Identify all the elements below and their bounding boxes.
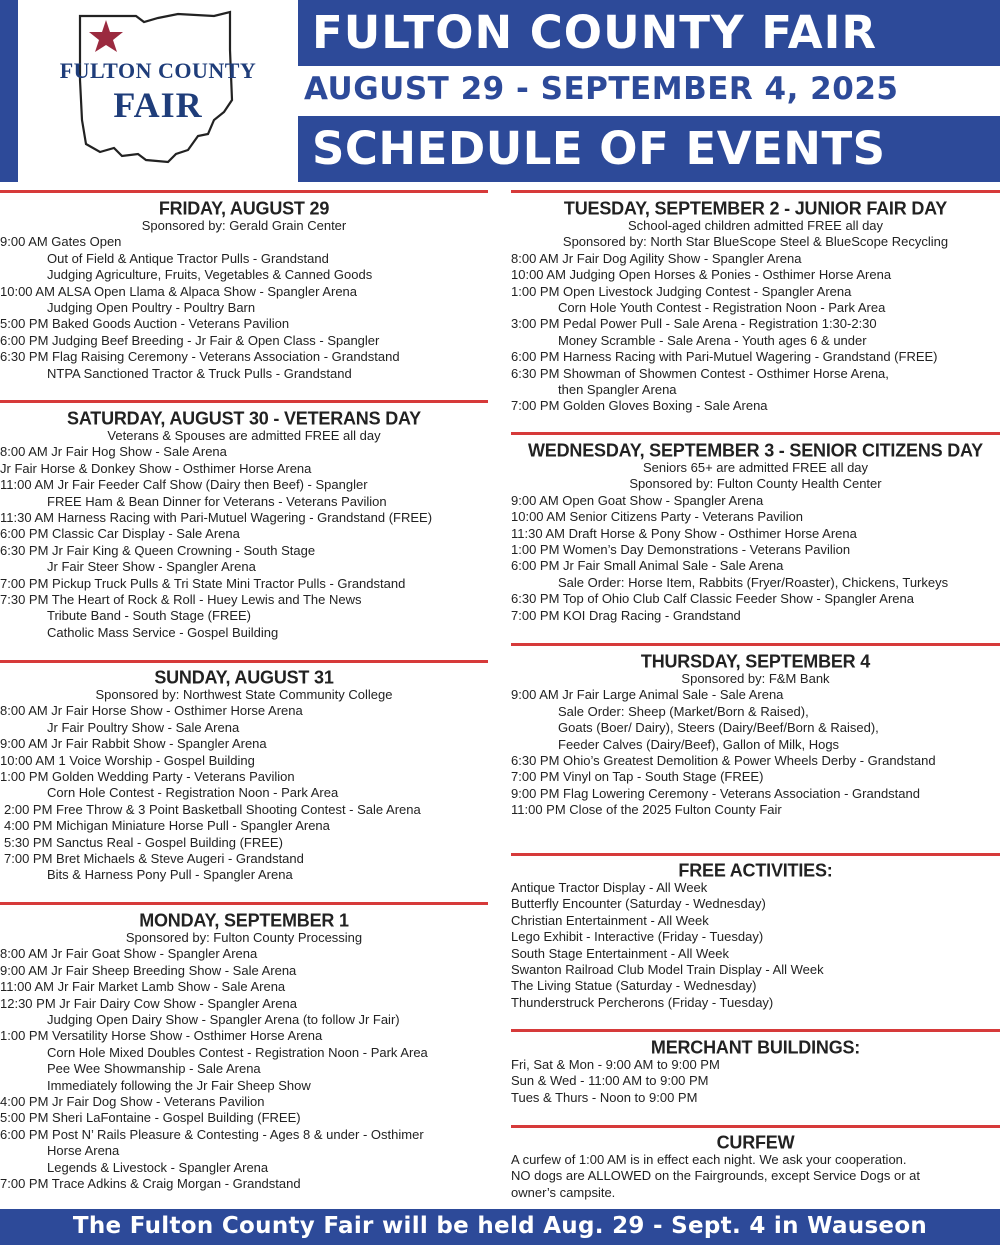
event-line: 7:00 PM Bret Michaels & Steve Augeri - Grandstand [4, 851, 304, 867]
event-line: Bits & Harness Pony Pull - Spangler Arena [47, 867, 293, 883]
event-line: 9:00 AM Jr Fair Large Animal Sale - Sale Arena [511, 687, 784, 703]
event-line: 7:00 PM KOI Drag Racing - Grandstand [511, 607, 741, 623]
event-line: Jr Fair Steer Show - Spangler Arena [47, 559, 256, 575]
section-title: SATURDAY, AUGUST 30 - VETERANS DAY [67, 407, 421, 429]
merchant-buildings-section [511, 1037, 1000, 1106]
section-divider [511, 643, 1000, 646]
fair-title: FULTON COUNTY FAIR [312, 6, 878, 59]
schedule-subtitle: SCHEDULE OF EVENTS [312, 122, 886, 175]
event-line: Judging Open Poultry - Poultry Barn [47, 300, 256, 316]
event-line: 10:00 AM Judging Open Horses & Ponies - Osthimer Horse Arena [511, 267, 892, 283]
list-item: Fri, Sat & Mon - 9:00 AM to 9:00 PM [511, 1057, 720, 1072]
event-line: 11:00 PM Close of the 2025 Fulton County Fair [511, 802, 782, 818]
thursday-section [511, 651, 1000, 819]
section-divider [0, 660, 488, 663]
list-item: Thunderstruck Percherons (Friday - Tuesday) [511, 994, 774, 1010]
section-divider [0, 902, 488, 905]
section-sponsor: Sponsored by: Northwest State Community College [95, 687, 393, 702]
section-title: MERCHANT BUILDINGS: [650, 1036, 861, 1058]
event-line: 7:00 PM Pickup Truck Pulls & Tri State Mini Tractor Pulls - Grandstand [0, 575, 406, 591]
curfew-section [511, 1132, 1000, 1201]
section-sponsor: Sponsored by: F&M Bank [681, 671, 830, 686]
section-title: TUESDAY, SEPTEMBER 2 - JUNIOR FAIR DAY [563, 197, 948, 219]
section-divider [511, 1029, 1000, 1032]
event-line: 9:00 AM Jr Fair Rabbit Show - Spangler Arena [0, 736, 267, 752]
event-line: 6:30 PM Top of Ohio Club Calf Classic Feeder Show - Spangler Arena [511, 591, 914, 607]
event-line: Corn Hole Mixed Doubles Contest - Registration Noon - Park Area [47, 1044, 428, 1060]
event-line: 9:00 AM Gates Open [0, 234, 122, 250]
event-line: Money Scramble - Sale Arena - Youth ages 6 & under [558, 332, 867, 348]
event-line: 11:30 AM Draft Horse & Pony Show - Osthimer Horse Arena [511, 525, 857, 541]
monday-section [0, 910, 488, 1193]
wednesday-section [511, 440, 1000, 624]
event-line: Out of Field & Antique Tractor Pulls - Grandstand [47, 250, 329, 266]
event-line: 6:00 PM Post N’ Rails Pleasure & Contesting - Ages 8 & under - Osthimer [0, 1126, 424, 1142]
event-line: 1:00 PM Open Livestock Judging Contest - Spangler Arena [511, 283, 852, 299]
footer-banner [0, 1209, 1000, 1245]
list-item: Sun & Wed - 11:00 AM to 9:00 PM [511, 1073, 709, 1089]
list-item: Antique Tractor Display - All Week [511, 880, 708, 895]
event-line: Jr Fair Horse & Donkey Show - Osthimer Horse Arena [0, 460, 312, 476]
list-item: Swanton Railroad Club Model Train Display - All Week [511, 962, 824, 978]
free-activities-section [511, 860, 1000, 1011]
event-line: 10:00 AM Senior Citizens Party - Veterans Pavilion [511, 509, 803, 525]
star-icon [89, 20, 123, 52]
event-line: 11:30 AM Harness Racing with Pari-Mutuel Wagering - Grandstand (FREE) [0, 510, 433, 526]
section-title: FRIDAY, AUGUST 29 [158, 197, 330, 219]
event-line: 2:00 PM Free Throw & 3 Point Basketball Shooting Contest - Sale Arena [4, 801, 421, 817]
event-line: Sale Order: Horse Item, Rabbits (Fryer/Roaster), Chickens, Turkeys [558, 574, 949, 590]
event-line: 8:00 AM Jr Fair Dog Agility Show - Spangler Arena [511, 250, 802, 266]
event-line: 9:00 AM Jr Fair Sheep Breeding Show - Sale Arena [0, 962, 297, 978]
event-line: 5:00 PM Sheri LaFontaine - Gospel Building (FREE) [0, 1110, 301, 1126]
event-line: 7:30 PM The Heart of Rock & Roll - Huey Lewis and The News [0, 592, 362, 608]
section-divider [0, 190, 488, 193]
logo-line1: FULTON COUNTY [59, 58, 257, 83]
event-line: 11:00 AM Jr Fair Feeder Calf Show (Dairy then Beef) - Spangler [0, 477, 368, 493]
list-item: South Stage Entertainment - All Week [511, 945, 729, 961]
curfew-text: owner’s campsite. [511, 1184, 616, 1200]
event-line: 6:30 PM Showman of Showmen Contest - Osthimer Horse Arena, [511, 365, 889, 381]
event-line: Catholic Mass Service - Gospel Building [47, 624, 279, 640]
logo-line2: FAIR [113, 85, 203, 125]
event-line: 4:00 PM Jr Fair Dog Show - Veterans Pavilion [0, 1094, 265, 1110]
section-sponsor: Sponsored by: North Star BlueScope Steel & BlueScope Recycling [562, 234, 949, 250]
section-divider [0, 400, 488, 403]
list-item: Butterfly Encounter (Saturday - Wednesday) [511, 896, 766, 912]
event-line: Judging Agriculture, Fruits, Vegetables & Canned Goods [47, 267, 373, 283]
section-note: Seniors 65+ are admitted FREE all day [642, 460, 869, 475]
curfew-text: NO dogs are ALLOWED on the Fairgrounds, except Service Dogs or at [511, 1168, 920, 1184]
event-line: 6:00 PM Classic Car Display - Sale Arena [0, 526, 240, 542]
event-line: 9:00 AM Open Goat Show - Spangler Arena [511, 492, 764, 508]
list-item: Lego Exhibit - Interactive (Friday - Tuesday) [511, 929, 764, 945]
section-sponsor: Veterans & Spouses are admitted FREE all day [107, 428, 381, 443]
event-line: 8:00 AM Jr Fair Goat Show - Spangler Arena [0, 946, 258, 962]
section-sponsor: Sponsored by: Fulton County Health Center [629, 476, 882, 492]
event-line: 12:30 PM Jr Fair Dairy Cow Show - Spangler Arena [0, 995, 297, 1011]
event-line: 6:00 PM Harness Racing with Pari-Mutuel Wagering - Grandstand (FREE) [511, 349, 938, 365]
event-line: Judging Open Dairy Show - Spangler Arena (to follow Jr Fair) [47, 1012, 400, 1028]
curfew-text: A curfew of 1:00 AM is in effect each night. We ask your cooperation. [511, 1152, 907, 1167]
subtitle-band [298, 116, 1000, 182]
event-line: Sale Order: Sheep (Market/Born & Raised), [558, 703, 809, 719]
event-line: 6:30 PM Flag Raising Ceremony - Veterans Association - Grandstand [0, 349, 400, 365]
section-title: THURSDAY, SEPTEMBER 4 [640, 650, 871, 672]
section-divider [511, 432, 1000, 435]
event-line: 4:00 PM Michigan Miniature Horse Pull - Spangler Arena [4, 818, 330, 834]
section-sponsor: Sponsored by: Gerald Grain Center [141, 218, 347, 233]
section-note: School-aged children admitted FREE all day [627, 218, 884, 233]
event-line: Horse Arena [47, 1143, 120, 1159]
event-line: 1:00 PM Golden Wedding Party - Veterans Pavilion [0, 769, 295, 785]
section-sponsor: Sponsored by: Fulton County Processing [125, 930, 363, 945]
event-line: Corn Hole Contest - Registration Noon - Park Area [47, 785, 339, 801]
section-title: MONDAY, SEPTEMBER 1 [139, 909, 349, 931]
event-line: NTPA Sanctioned Tractor & Truck Pulls - Grandstand [47, 365, 352, 381]
event-line: 6:30 PM Ohio’s Greatest Demolition & Power Wheels Derby - Grandstand [511, 753, 936, 769]
event-line: 10:00 AM 1 Voice Worship - Gospel Building [0, 752, 255, 768]
event-line: 5:30 PM Sanctus Real - Gospel Building (FREE) [4, 834, 283, 850]
event-line: 3:00 PM Pedal Power Pull - Sale Arena - Registration 1:30-2:30 [511, 316, 877, 332]
dates-band [298, 66, 1000, 116]
list-item: Christian Entertainment - All Week [511, 912, 709, 928]
event-line: Tribute Band - South Stage (FREE) [47, 608, 252, 624]
event-line: Corn Hole Youth Contest - Registration Noon - Park Area [558, 300, 886, 316]
section-title: FREE ACTIVITIES: [678, 859, 833, 881]
fair-dates: AUGUST 29 - SEPTEMBER 4, 2025 [304, 71, 899, 107]
list-item: The Living Statue (Saturday - Wednesday) [511, 978, 757, 994]
event-line: Goats (Boer/ Dairy), Steers (Dairy/Beef/Born & Raised), [558, 720, 879, 736]
event-line: Immediately following the Jr Fair Sheep Show [47, 1077, 311, 1093]
section-divider [511, 1125, 1000, 1128]
sunday-section [0, 667, 488, 884]
event-line: Feeder Calves (Dairy/Beef), Gallon of Milk, Hogs [558, 736, 840, 752]
saturday-section [0, 408, 488, 641]
event-line: 6:00 PM Jr Fair Small Animal Sale - Sale Arena [511, 558, 784, 574]
event-line: 10:00 AM ALSA Open Llama & Alpaca Show - Spangler Arena [0, 283, 358, 299]
event-line: Legends & Livestock - Spangler Arena [47, 1159, 269, 1175]
event-line: 8:00 AM Jr Fair Hog Show - Sale Arena [0, 444, 227, 460]
title-band [298, 0, 1000, 66]
event-line: 6:00 PM Judging Beef Breeding - Jr Fair & Open Class - Spangler [0, 332, 380, 348]
event-line: 7:00 PM Golden Gloves Boxing - Sale Arena [511, 398, 768, 414]
event-line: 8:00 AM Jr Fair Horse Show - Osthimer Horse Arena [0, 703, 303, 719]
list-item: Tues & Thurs - Noon to 9:00 PM [511, 1089, 698, 1105]
tuesday-section [511, 198, 1000, 415]
event-line: Jr Fair Poultry Show - Sale Arena [47, 719, 240, 735]
section-title: CURFEW [716, 1131, 795, 1153]
event-line: 7:00 PM Vinyl on Tap - South Stage (FREE) [511, 769, 764, 785]
event-line: FREE Ham & Bean Dinner for Veterans - Veterans Pavilion [47, 493, 387, 509]
section-divider [511, 853, 1000, 856]
event-line: Pee Wee Showmanship - Sale Arena [47, 1061, 261, 1077]
section-title: WEDNESDAY, SEPTEMBER 3 - SENIOR CITIZENS DAY [528, 439, 983, 461]
event-line: 1:00 PM Women’s Day Demonstrations - Veterans Pavilion [511, 542, 851, 558]
event-line: 9:00 PM Flag Lowering Ceremony - Veterans Association - Grandstand [511, 785, 920, 801]
section-divider [511, 190, 1000, 193]
header-left-strip [0, 0, 18, 182]
event-line: 1:00 PM Versatility Horse Show - Osthimer Horse Arena [0, 1028, 323, 1044]
footer-text: The Fulton County Fair will be held Aug. 29 - Sept. 4 in Wauseon [72, 1213, 928, 1239]
event-line: 7:00 PM Trace Adkins & Craig Morgan - Grandstand [0, 1176, 301, 1192]
fair-logo [18, 0, 298, 182]
event-line: 6:30 PM Jr Fair King & Queen Crowning - South Stage [0, 542, 316, 558]
section-title: SUNDAY, AUGUST 31 [154, 666, 334, 688]
event-line: 5:00 PM Baked Goods Auction - Veterans Pavilion [0, 316, 290, 332]
friday-section [0, 198, 488, 382]
event-line: 11:00 AM Jr Fair Market Lamb Show - Sale Arena [0, 979, 286, 995]
event-line: then Spangler Arena [558, 382, 677, 398]
